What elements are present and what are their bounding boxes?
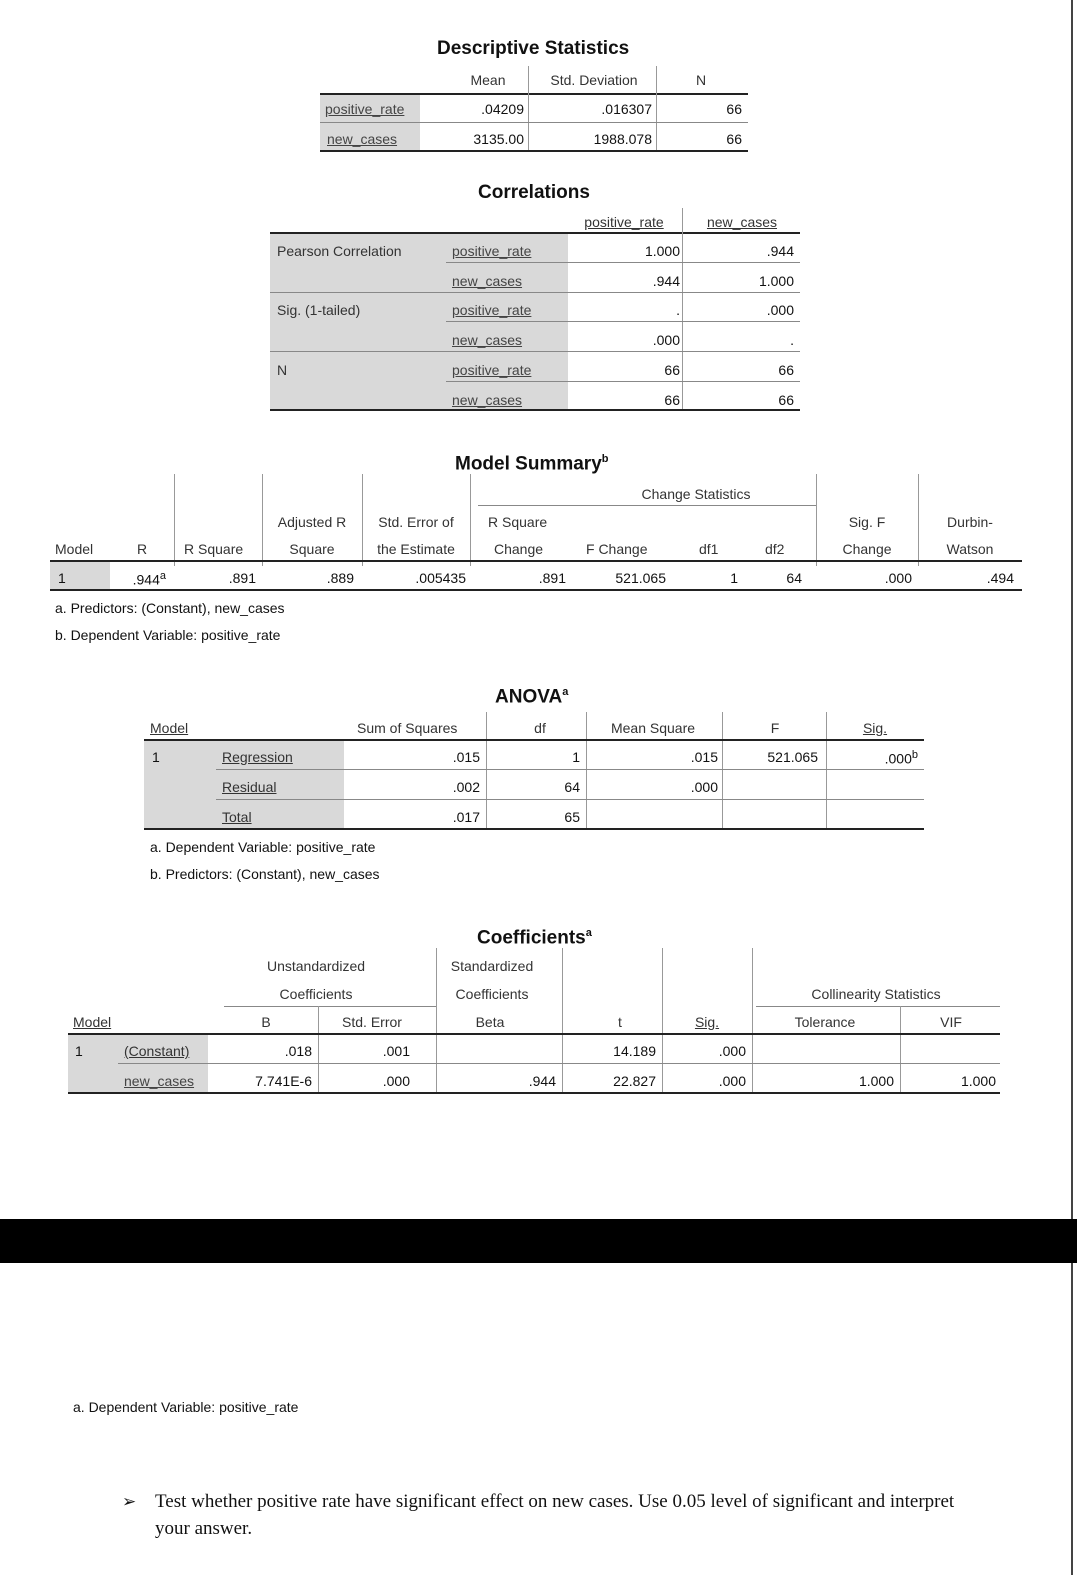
anova-cell-f: 521.065 (767, 749, 818, 765)
ms-cell-model: 1 (58, 570, 66, 586)
corr-cell: 66 (778, 392, 794, 408)
coef-row-label: (Constant) (124, 1043, 190, 1059)
page-right-border (1071, 0, 1073, 1575)
corr-vline (682, 208, 683, 410)
anova-vline (486, 712, 487, 830)
ms-cell-rsq: .891 (228, 570, 256, 586)
corr-line-top (270, 232, 800, 234)
ms-header-adjusted: Square (289, 541, 335, 557)
corr-cell: . (790, 332, 794, 348)
anova-row-label: Regression (222, 749, 293, 765)
ms-cell-sig-f: .000 (884, 570, 912, 586)
corr-var-label: positive_rate (452, 243, 532, 259)
corr-cell: .944 (652, 273, 680, 289)
corr-cell: 66 (664, 392, 680, 408)
anova-vline (722, 712, 723, 830)
corr-row-line (446, 381, 800, 382)
coef-cell-sig: .000 (718, 1073, 746, 1089)
anova-cell-ms: .015 (690, 749, 718, 765)
coef-header-model: Model (73, 1014, 112, 1030)
ms-vline (262, 474, 263, 566)
coef-header-standardized: Standardized (450, 958, 534, 974)
coef-cell-t: 22.827 (613, 1073, 656, 1089)
coef-vline (562, 948, 563, 1094)
corr-var-label: new_cases (452, 332, 523, 348)
coef-header-standardized: Coefficients (455, 986, 529, 1002)
coef-header-collinearity: Collinearity Statistics (811, 986, 941, 1002)
coef-line-bottom (68, 1092, 1000, 1094)
arrow-bullet-icon: ➢ (122, 1492, 137, 1511)
anova-footnote-a: a. Dependent Variable: positive_rate (150, 839, 376, 855)
coef-cell-se: .001 (382, 1043, 410, 1059)
anova-title-sup: a (562, 686, 569, 698)
desc-header-sd: Std. Deviation (550, 72, 638, 88)
coef-cell-se: .000 (382, 1073, 410, 1089)
ms-header-durbin: Watson (946, 541, 994, 557)
anova-header-sig: Sig. (862, 720, 888, 736)
coef-header-unstandardized: Coefficients (279, 986, 353, 1002)
corr-header-positive-rate: positive_rate (584, 214, 664, 230)
ms-header-rsq-change: Change (494, 541, 544, 557)
desc-line-top (320, 93, 748, 95)
anova-header-ms: Mean Square (610, 720, 696, 736)
anova-cell-df: 1 (572, 749, 580, 765)
desc-line-bottom (320, 150, 748, 152)
desc-cell-n: 66 (726, 131, 742, 147)
anova-header-df: df (534, 720, 546, 736)
corr-row-line (270, 292, 800, 293)
ms-line-bottom (50, 589, 1022, 591)
coefficients-title-text: Coefficients (477, 927, 586, 949)
corr-cell: 1.000 (644, 243, 680, 259)
anova-header-model: Model (150, 720, 189, 736)
anova-line-bottom (144, 828, 924, 830)
corr-row-line (446, 321, 800, 322)
black-redaction-bar (0, 1219, 1077, 1263)
coef-header-unstandardized: Unstandardized (266, 958, 366, 974)
anova-cell-sig (830, 749, 918, 767)
anova-cell-df: 65 (564, 809, 580, 825)
ms-header-sig-f: Sig. F (848, 514, 886, 530)
coef-header-b: B (261, 1014, 271, 1030)
desc-row-label: new_cases (327, 131, 398, 147)
corr-row-line (270, 351, 800, 352)
desc-line-mid (320, 122, 748, 123)
corr-cell: .000 (652, 332, 680, 348)
ms-footnote-a: a. Predictors: (Constant), new_cases (55, 600, 285, 616)
desc-cell-sd: 1988.078 (593, 131, 652, 147)
desc-vline-2 (656, 66, 657, 150)
ms-header-df2: df2 (765, 541, 785, 557)
corr-cell: 66 (664, 362, 680, 378)
anova-vline (586, 712, 587, 830)
corr-var-label: positive_rate (452, 362, 532, 378)
ms-vline (918, 474, 919, 566)
coef-header-std-error: Std. Error (342, 1014, 402, 1030)
corr-group-label: Pearson Correlation (277, 243, 402, 259)
anova-row-label: Residual (222, 779, 277, 795)
anova-row-label: Total (222, 809, 252, 825)
coef-cell-b: 7.741E-6 (255, 1073, 312, 1089)
correlations-title: Correlations (478, 182, 590, 203)
coef-row-line (118, 1063, 1000, 1064)
anova-cell-ms: .000 (690, 779, 718, 795)
ms-header-df1: df1 (699, 541, 719, 557)
anova-cell-ss: .002 (452, 779, 480, 795)
corr-row-line (446, 262, 800, 263)
ms-cell-rsq-change: .891 (538, 570, 566, 586)
coef-header-tolerance: Tolerance (794, 1014, 856, 1030)
corr-group-label: N (277, 362, 288, 378)
coef-vline (318, 1006, 319, 1094)
coef-unstd-line (224, 1006, 436, 1007)
descriptive-title: Descriptive Statistics (437, 38, 630, 59)
ms-cell-durbin: .494 (986, 570, 1014, 586)
anova-row-line (216, 769, 924, 770)
ms-header-r: R (137, 541, 148, 557)
ms-vline (816, 474, 817, 566)
corr-line-bottom (270, 409, 800, 411)
anova-vline (826, 712, 827, 830)
anova-sig-value: .000 (884, 750, 912, 767)
anova-title-text: ANOVA (495, 686, 563, 708)
coef-header-t: t (618, 1014, 622, 1030)
coefficients-title-sup: a (585, 927, 592, 939)
coef-cell-b: .018 (284, 1043, 312, 1059)
coef-vline (662, 948, 663, 1094)
anova-cell-df: 64 (564, 779, 580, 795)
corr-var-label: positive_rate (452, 302, 532, 318)
desc-cell-sd: .016307 (601, 101, 652, 117)
ms-header-std-error: the Estimate (377, 541, 455, 557)
ms-vline (174, 474, 175, 566)
coef-model-number: 1 (75, 1043, 83, 1059)
desc-header-n: N (695, 72, 707, 88)
coef-header-vif: VIF (940, 1014, 962, 1030)
corr-header-new-cases: new_cases (706, 214, 778, 230)
coefficients-title (477, 927, 592, 949)
desc-cell-n: 66 (726, 101, 742, 117)
anova-model-number: 1 (152, 749, 160, 765)
change-statistics-header: Change Statistics (641, 486, 751, 502)
corr-var-label: new_cases (452, 392, 523, 408)
ms-cell-r-value: .944 (132, 571, 160, 588)
coef-vline (752, 948, 753, 1094)
desc-row-label: positive_rate (325, 101, 405, 117)
question-text-block (122, 1488, 988, 1542)
corr-cell: 66 (778, 362, 794, 378)
coef-header-beta: Beta (475, 1014, 505, 1030)
coef-vline (900, 1006, 901, 1094)
coef-cell-beta: .944 (528, 1073, 556, 1089)
ms-header-f-change: F Change (586, 541, 648, 557)
anova-sig-sup: b (911, 749, 918, 761)
anova-title (495, 686, 568, 708)
corr-cell: .944 (766, 243, 794, 259)
ms-header-durbin: Durbin- (947, 514, 993, 530)
corr-group-label: Sig. (1-tailed) (277, 302, 361, 318)
desc-cell-mean: 3135.00 (473, 131, 524, 147)
coef-cell-t: 14.189 (613, 1043, 656, 1059)
anova-row-line (216, 799, 924, 800)
coef-cell-sig: .000 (718, 1043, 746, 1059)
corr-cell: . (676, 302, 680, 318)
model-summary-title-sup: b (601, 453, 609, 465)
ms-cell-se: .005435 (415, 570, 466, 586)
ms-header-model: Model (55, 541, 94, 557)
question-text: Test whether positive rate have significant effect on new cases. Use 0.05 level of significant and interpret your answer. (155, 1491, 955, 1539)
anova-footnote-b: b. Predictors: (Constant), new_cases (150, 866, 380, 882)
ms-vline (470, 474, 471, 566)
corr-cell: 1.000 (758, 273, 794, 289)
ms-cell-f-change: 521.065 (615, 570, 666, 586)
desc-cell-mean: .04209 (481, 101, 524, 117)
ms-cell-df2: 64 (786, 570, 802, 586)
ms-cell-r-sup: a (159, 570, 166, 582)
ms-cell-df1: 1 (730, 570, 738, 586)
ms-header-rsquare: R Square (184, 541, 244, 557)
model-summary-title (455, 453, 609, 475)
desc-vline-1 (528, 66, 529, 150)
coef-cell-tolerance: 1.000 (858, 1073, 894, 1089)
desc-header-mean: Mean (470, 72, 506, 88)
bottom-footnote: a. Dependent Variable: positive_rate (73, 1399, 299, 1415)
coef-header-sig: Sig. (694, 1014, 720, 1030)
coef-cell-vif: 1.000 (960, 1073, 996, 1089)
ms-cell-r (110, 570, 166, 588)
ms-header-rsq-change: R Square (488, 514, 548, 530)
ms-header-std-error: Std. Error of (378, 514, 454, 530)
anova-header-ss: Sum of Squares (357, 720, 458, 736)
ms-line-top (50, 560, 1022, 562)
corr-var-label: new_cases (452, 273, 523, 289)
corr-cell: .000 (766, 302, 794, 318)
change-stats-line (478, 505, 816, 506)
anova-cell-ss: .017 (452, 809, 480, 825)
coef-coll-line (756, 1006, 1000, 1007)
ms-cell-adj: .889 (326, 570, 354, 586)
anova-cell-ss: .015 (452, 749, 480, 765)
coef-row-label: new_cases (124, 1073, 195, 1089)
ms-vline (362, 474, 363, 566)
model-summary-title-text: Model Summary (455, 453, 602, 475)
ms-header-sig-f: Change (842, 541, 892, 557)
ms-header-adjusted: Adjusted R (277, 514, 347, 530)
anova-header-f: F (770, 720, 780, 736)
ms-footnote-b: b. Dependent Variable: positive_rate (55, 627, 281, 643)
